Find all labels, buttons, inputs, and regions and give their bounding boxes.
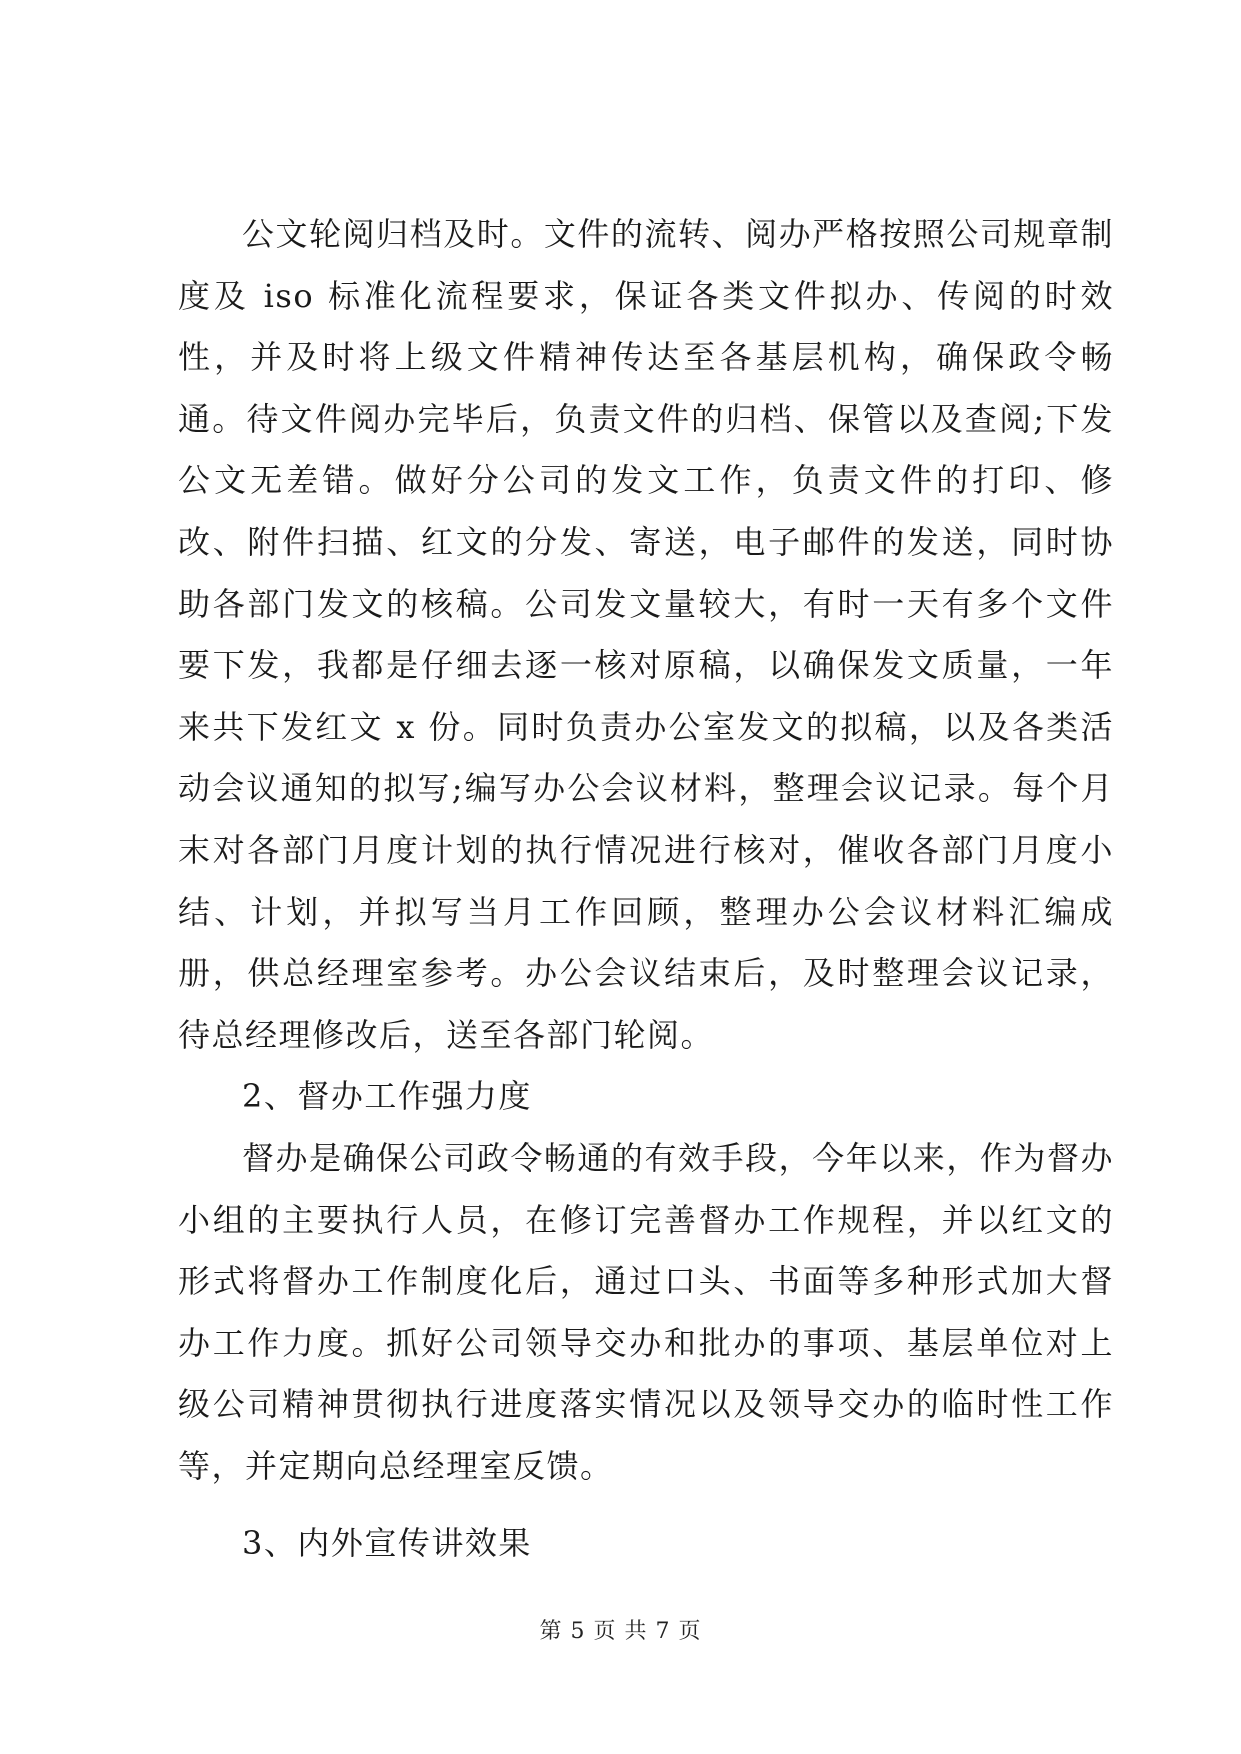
page-number-footer: 第 5 页 共 7 页 xyxy=(539,1619,702,1644)
document-body xyxy=(178,204,1114,1575)
section-heading-supervision: 2、督办工作强力度 xyxy=(242,1077,532,1116)
paragraph-document-circulation: 公文轮阅归档及时。文件的流转、阅办严格按照公司规章制度及 iso 标准化流程要求，保证各类文件拟办、传阅的时效性，并及时将上级文件精神传达至各基层机构，确保政令畅通。待文件阅办完毕后，负责文件的归档、保管以及查阅;下发公文无差错。做好分公司的发文工作，负责文件的打印、修改、附件扫描、红文的分发、寄送，电子邮件的发送，同时协助各部门发文的核稿。公司发文量较大，有时一天有多个文件要下发，我都是仔细去逐一核对原稿，以确保发文质量，一年来共下发红文 x 份。同时负责办公室发文的拟稿，以及各类活动会议通知的拟写;编写办公会议材料，整理会议记录。每个月末对各部门月度计划的执行情况进行核对，催收各部门月度小结、计划，并拟写当月工作回顾，整理办公会议材料汇编成册，供总经理室参考。办公会议结束后，及时整理会议记录，待总经理修改后，送至各部门轮阅。 xyxy=(178,215,1114,1054)
section-heading-publicity: 3、内外宣传讲效果 xyxy=(242,1524,532,1563)
paragraph-supervision: 督办是确保公司政令畅通的有效手段，今年以来，作为督办小组的主要执行人员，在修订完善督办工作规程，并以红文的形式将督办工作制度化后，通过口头、书面等多种形式加大督办工作力度。抓好公司领导交办和批办的事项、基层单位对上级公司精神贯彻执行进度落实情况以及领导交办的临时性工作等，并定期向总经理室反馈。 xyxy=(178,1138,1114,1485)
